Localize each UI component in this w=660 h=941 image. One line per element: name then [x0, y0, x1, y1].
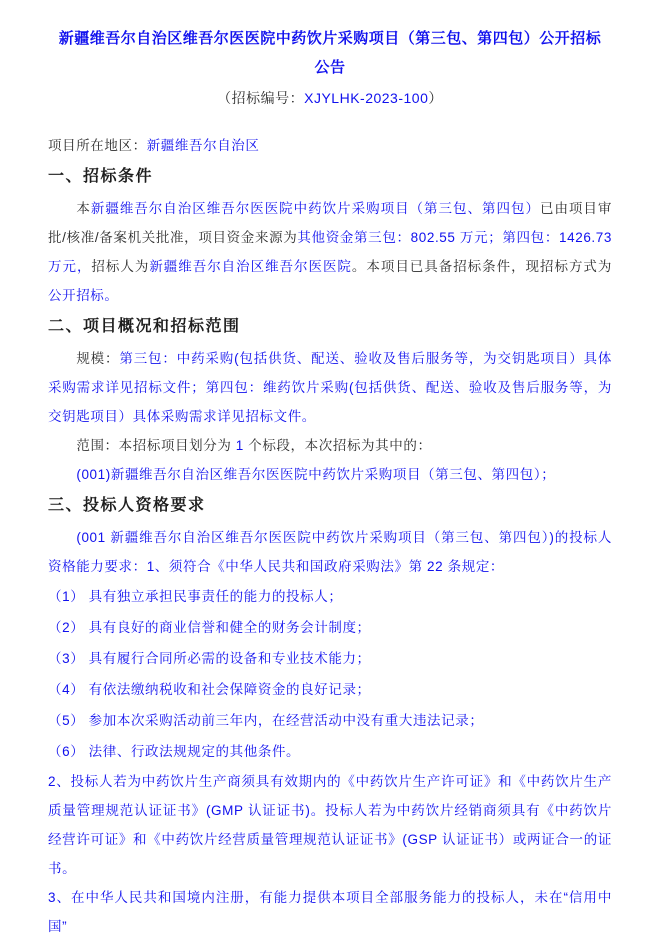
- tender-method: 公开招标。: [48, 288, 119, 303]
- scale-description: 第三包：中药采购(包括供货、配送、验收及售后服务等，为交钥匙项目）具体采购需求详见招标文件；第四包：维药饮片采购(包括供货、配送、验收及售后服务等，为交钥匙项目）具体采购需求详见招标文件。: [48, 351, 612, 424]
- paragraph-tender-conditions: [48, 194, 612, 310]
- text-run: 个标段，本次招标为其中的：: [243, 438, 432, 453]
- project-name-link: 新疆维吾尔自治区维吾尔医医院中药饮片采购项目（第三包、第四包）: [90, 201, 540, 216]
- tender-number-value: XJYLHK-2023-100: [304, 90, 429, 106]
- qualification-item-4: （4） 有依法缴纳税收和社会保障资金的良好记录；: [48, 682, 371, 697]
- text-run: 已由项目审批/核准/备案机关批准，项目资金来源为: [48, 201, 613, 245]
- text-run: 。本项目已具备招标条件，现招标方式为: [351, 259, 612, 274]
- scope-label: 范围：本招标项目划分为: [76, 438, 236, 453]
- tenderer-name: 新疆维吾尔自治区维吾尔医医院: [149, 259, 352, 274]
- section-heading-bidder-qualifications: 三、投标人资格要求: [48, 497, 206, 514]
- text-run: 本: [76, 201, 91, 216]
- funding-amounts: 其他资金第三包：802.55 万元；第四包：1426.73 万元，: [48, 230, 612, 274]
- qualification-item-3: （3） 具有履行合同所必需的设备和专业技术能力；: [48, 651, 371, 666]
- project-location-label: 项目所在地区：: [48, 138, 147, 153]
- project-location-line: [48, 131, 612, 160]
- tender-number-suffix: ）: [428, 90, 443, 106]
- paragraph-certificates-requirement: 2、投标人若为中药饮片生产商须具有效期内的《中药饮片生产许可证》和《中药饮片生产质量管理规范认证证书》(GMP 认证证书)。投标人若为中药饮片经销商须具有《中药饮片经营许可证》和《中药饮片经营质量管理规范认证证书》(GSP 认证证书）或两证合一的证书。: [48, 774, 612, 876]
- tender-number-line: [48, 84, 612, 113]
- paragraph-scope: [48, 431, 612, 460]
- tender-number-prefix: （招标编号：: [217, 90, 305, 106]
- paragraph-registration-requirement: 3、在中华人民共和国境内注册，有能力提供本项目全部服务能力的投标人，未在“信用中国”: [48, 890, 612, 934]
- scale-label: 规模：: [76, 351, 120, 366]
- qualification-item-5: （5） 参加本次采购活动前三年内，在经营活动中没有重大违法记录；: [48, 713, 484, 728]
- qualification-item-1: （1） 具有独立承担民事责任的能力的投标人；: [48, 589, 343, 604]
- paragraph-scale: [48, 344, 612, 431]
- paragraph-qualification-intro: (001 新疆维吾尔自治区维吾尔医医院中药饮片采购项目（第三包、第四包）)的投标人资格能力要求：1、须符合《中华人民共和国政府采购法》第 22 条规定：: [48, 530, 612, 574]
- section-heading-project-overview: 二、项目概况和招标范围: [48, 318, 241, 335]
- paragraph-lot-001: (001)新疆维吾尔自治区维吾尔医医院中药饮片采购项目（第三包、第四包）；: [76, 467, 556, 482]
- project-location-value[interactable]: 新疆维吾尔自治区: [146, 138, 260, 153]
- lot-count: 1: [235, 438, 244, 453]
- qualification-item-2: （2） 具有良好的商业信誉和健全的财务会计制度；: [48, 620, 371, 635]
- section-heading-tender-conditions: 一、招标条件: [48, 168, 154, 185]
- qualification-item-6: （6） 法律、行政法规规定的其他条件。: [48, 744, 301, 759]
- page-title: 新疆维吾尔自治区维吾尔医医院中药饮片采购项目（第三包、第四包）公开招标公告: [58, 30, 602, 76]
- text-run: 招标人为: [91, 259, 150, 274]
